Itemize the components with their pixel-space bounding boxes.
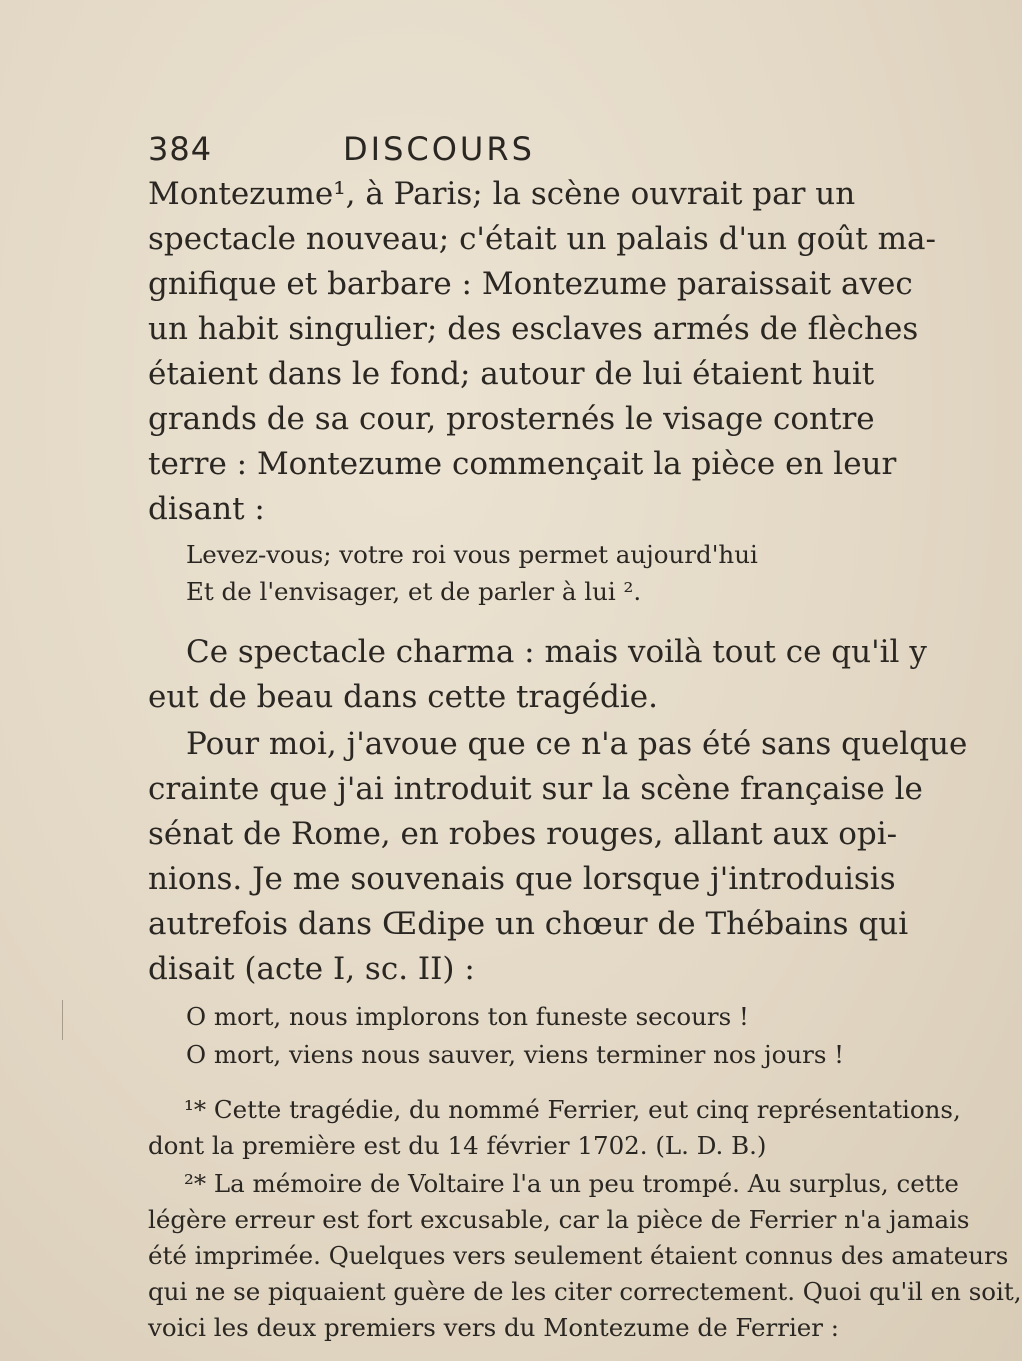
body-line: spectacle nouveau; c'était un palais d'un goût ma- (148, 221, 936, 257)
body-line: Ce spectacle charma : mais voilà tout ce qu'il y (186, 634, 927, 670)
body-line: étaient dans le fond; autour de lui étaient huit (148, 356, 875, 392)
footnote-line: dont la première est du 14 février 1702. (L. D. B.) (148, 1131, 767, 1160)
page-title: DISCOURS (343, 130, 535, 168)
body-line: crainte que j'ai introduit sur la scène française le (148, 771, 923, 807)
body-line: Montezume¹, à Paris; la scène ouvrait par un (148, 176, 856, 212)
body-line: autrefois dans Œdipe un chœur de Thébains qui (148, 906, 909, 942)
footnote-line: ¹* Cette tragédie, du nommé Ferrier, eut cinq représentations, (184, 1095, 961, 1124)
body-line: eut de beau dans cette tragédie. (148, 679, 658, 715)
body-line: disant : (148, 491, 265, 527)
page-number: 384 (148, 130, 213, 168)
body-line: terre : Montezume commençait la pièce en leur (148, 446, 897, 482)
verse-line: Et de l'envisager, et de parler à lui ². (186, 577, 642, 606)
verse-line: O mort, viens nous sauver, viens terminer nos jours ! (186, 1040, 845, 1069)
body-line: grands de sa cour, prosternés le visage contre (148, 401, 875, 437)
footnote-line: qui ne se piquaient guère de les citer correctement. Quoi qu'il en soit, (148, 1277, 1022, 1306)
running-head (148, 130, 748, 176)
body-line: Pour moi, j'avoue que ce n'a pas été sans quelque (186, 726, 968, 762)
body-line: sénat de Rome, en robes rouges, allant aux opi- (148, 816, 898, 852)
body-line: un habit singulier; des esclaves armés de flèches (148, 311, 919, 347)
footnote-line: voici les deux premiers vers du Montezume de Ferrier : (148, 1313, 840, 1342)
footnote-line: ²* La mémoire de Voltaire l'a un peu trompé. Au surplus, cette (184, 1169, 959, 1198)
margin-mark (62, 1000, 63, 1040)
body-line: nions. Je me souvenais que lorsque j'introduisis (148, 861, 896, 897)
body-line: gnifique et barbare : Montezume paraissait avec (148, 266, 913, 302)
verse-line: O mort, nous implorons ton funeste secours ! (186, 1002, 749, 1031)
footnote-line: légère erreur est fort excusable, car la pièce de Ferrier n'a jamais (148, 1205, 970, 1234)
body-line: disait (acte I, sc. II) : (148, 951, 475, 987)
verse-line: Levez-vous; votre roi vous permet aujourd'hui (186, 540, 758, 569)
footnote-line: été imprimée. Quelques vers seulement étaient connus des amateurs (148, 1241, 1009, 1270)
